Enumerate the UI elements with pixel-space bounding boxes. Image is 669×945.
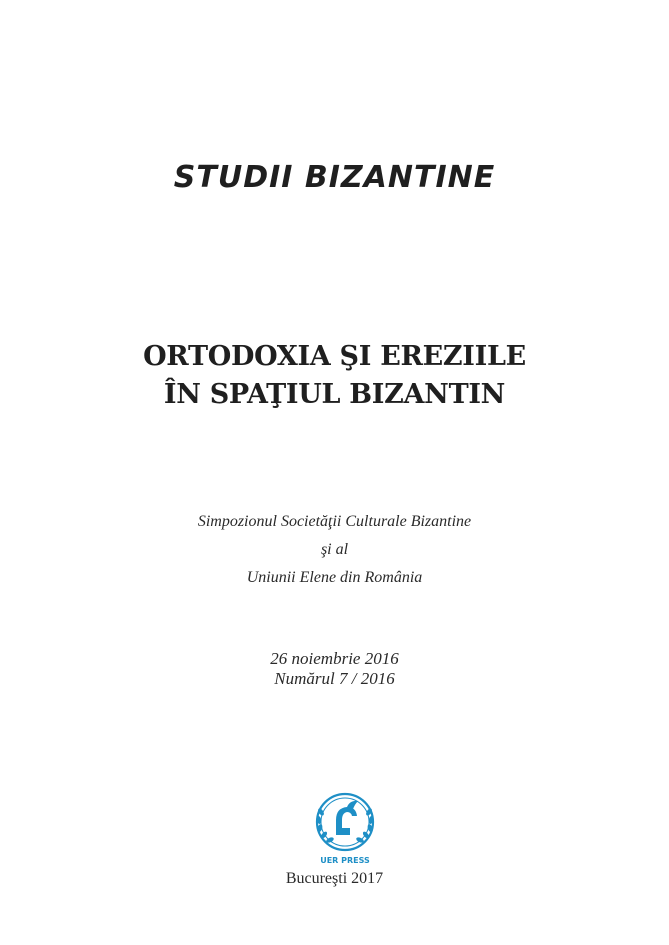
issue-number: Numărul 7 / 2016 [274,669,395,688]
issue-date: 26 noiembrie 2016 [270,649,399,668]
symposium-subtitle [0,508,669,592]
main-title [0,338,669,414]
main-title-line-2: ÎN SPAŢIUL BIZANTIN [163,379,506,410]
symposium-line-2: şi al [320,541,349,558]
symposium-line-1: Simpozionul Societăţii Culturale Bizantine [197,513,472,530]
main-title-line-1: ORTODOXIA ŞI EREZIILE [143,341,526,372]
issue-info [0,649,669,689]
laurel-helmet-logo-icon [306,790,384,868]
symposium-line-3: Uniunii Elene din România [246,569,423,586]
publisher-logo [306,790,384,868]
series-title: STUDII BIZANTINE [173,160,496,195]
logo-text: UER PRESS [320,856,370,865]
publisher-place-year: Bucureşti 2017 [285,870,384,887]
